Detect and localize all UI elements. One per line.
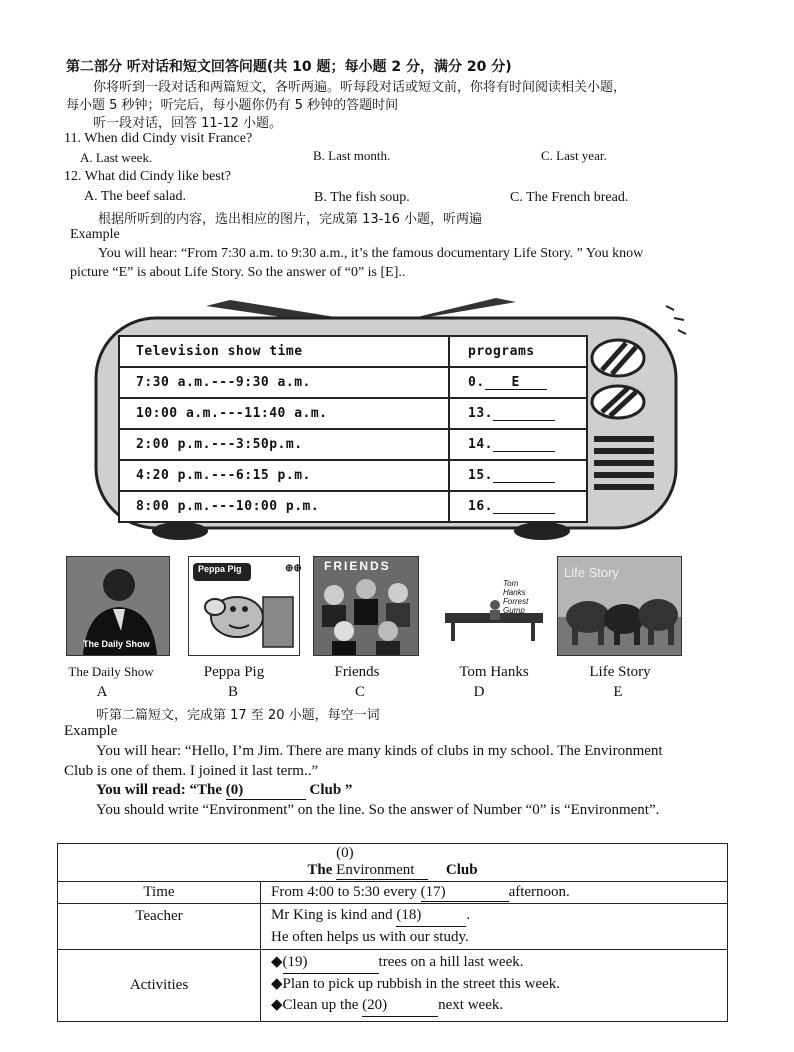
life-story-logo: Life Story <box>564 565 619 580</box>
caption-d: Tom Hanks <box>459 664 529 680</box>
part1-instruction: 听一段对话，回答 11-12 小题。 <box>93 116 283 131</box>
intro-line-2: 每小题 5 秒钟；听完后，每小题你仍有 5 秒钟的答题时间 <box>66 98 399 113</box>
picture-d-tom-hanks[interactable] <box>444 556 544 656</box>
example-label: Example <box>70 227 120 242</box>
svg-text:⊕⊕: ⊕⊕ <box>285 563 302 574</box>
section-title: 第二部分 听对话和短文回答问题(共 10 题；每小题 2 分，满分 20 分) <box>66 59 512 75</box>
caption-c: Friends <box>334 664 380 680</box>
q11-option-a[interactable]: A. Last week. <box>80 150 153 165</box>
tv-time: 2:00 p.m.---3:50p.m. <box>119 429 449 460</box>
blank-17[interactable]: (17) <box>421 884 509 902</box>
q12-option-a[interactable]: A. The beef salad. <box>84 189 186 204</box>
part3-read-line <box>96 782 352 800</box>
teacher-pre: Mr King is kind and <box>271 907 393 923</box>
act3-post: next week. <box>438 997 504 1013</box>
picture-e-life-story[interactable] <box>557 556 682 656</box>
question-11: 11. When did Cindy visit France? <box>64 131 253 146</box>
friends-logo: FRIENDS <box>324 559 391 573</box>
read-blank: (0) <box>226 782 306 800</box>
teacher-line-2: He often helps us with our study. <box>271 929 469 945</box>
tv-time: 10:00 a.m.---11:40 a.m. <box>119 398 449 429</box>
tv-answer-blank[interactable] <box>493 437 555 452</box>
tv-num: 14. <box>468 437 493 452</box>
caption-a: The Daily Show <box>68 664 154 679</box>
q11-option-b[interactable]: B. Last month. <box>313 148 391 163</box>
time-pre: From 4:00 to 5:30 every <box>271 883 417 900</box>
tv-row <box>119 398 587 429</box>
tv-time: 7:30 a.m.---9:30 a.m. <box>119 367 449 398</box>
blank-20[interactable]: (20) <box>362 995 438 1017</box>
tv-illustration <box>88 288 698 553</box>
part3-line-4: You should write “Environment” on the line. So the answer of Number “0” is “Environment”. <box>96 802 660 818</box>
picture-b-peppa-pig[interactable] <box>188 556 300 656</box>
tv-num: 15. <box>468 468 493 483</box>
q12-option-c[interactable]: C. The French bread. <box>510 190 629 205</box>
club-title-the: The <box>307 862 333 878</box>
bullet-icon: ◆ <box>271 976 283 992</box>
part3-line-2: Club is one of them. I joined it last term..” <box>64 763 319 779</box>
q12-option-b[interactable]: B. The fish soup. <box>314 190 410 205</box>
environment-club-table <box>57 843 728 1022</box>
tv-answer-blank[interactable] <box>493 468 555 483</box>
part3-line-1: You will hear: “Hello, I’m Jim. There are many kinds of clubs in my school. The Environment <box>96 743 663 759</box>
tv-row <box>119 491 587 522</box>
daily-show-logo: The Daily Show <box>83 639 150 649</box>
letter-a: A <box>96 684 108 700</box>
tv-num: 0. <box>468 375 485 390</box>
tv-num: 13. <box>468 406 493 421</box>
tv-time: 8:00 p.m.---10:00 p.m. <box>119 491 449 522</box>
part3-example-label: Example <box>64 723 118 739</box>
letter-e: E <box>613 684 623 700</box>
letter-d: D <box>473 684 485 700</box>
caption-e: Life Story <box>589 664 651 680</box>
example-line-2: picture “E” is about Life Story. So the answer of “0” is [E].. <box>70 265 406 280</box>
example-line-1: You will hear: “From 7:30 a.m. to 9:30 a.m., it’s the famous documentary Life Story. ” You know <box>98 246 644 261</box>
peppa-logo: Peppa Pig <box>198 564 242 574</box>
tv-answer-blank[interactable] <box>493 499 555 514</box>
caption-b: Peppa Pig <box>203 664 265 680</box>
blank-19[interactable]: (19) <box>283 952 379 974</box>
time-label: Time <box>58 882 261 904</box>
read-suffix: Club ” <box>309 782 353 798</box>
tv-answer-blank[interactable]: E <box>485 375 547 390</box>
tv-num: 16. <box>468 499 493 514</box>
act1-post: trees on a hill last week. <box>378 954 524 970</box>
club-title-club: Club <box>445 862 478 878</box>
picture-a-daily-show[interactable] <box>66 556 170 656</box>
read-prefix: You will read: “The <box>96 782 222 798</box>
intro-line-1: 你将听到一段对话和两篇短文，各听两遍。听每段对话或短文前，你将有时间阅读相关小题， <box>93 80 627 95</box>
club-table-title <box>58 844 728 882</box>
question-12: 12. What did Cindy like best? <box>64 169 231 184</box>
forrest-gump-title: Tom Hanks Forrest Gump <box>503 579 529 615</box>
teacher-value <box>261 904 728 950</box>
teacher-label: Teacher <box>58 904 261 950</box>
time-value <box>261 882 728 904</box>
act2: Plan to pick up rubbish in the street this week. <box>282 976 561 992</box>
tv-row <box>119 460 587 491</box>
letter-c: C <box>354 684 365 700</box>
bullet-icon: ◆ <box>271 997 283 1013</box>
part2-instruction: 根据所听到的内容，选出相应的图片，完成第 13-16 小题，听两遍 <box>98 212 483 227</box>
bullet-icon: ◆ <box>271 954 283 970</box>
tv-header-programs: programs <box>449 336 587 367</box>
q11-option-c[interactable]: C. Last year. <box>541 148 607 163</box>
tv-time: 4:20 p.m.---6:15 p.m. <box>119 460 449 491</box>
teacher-post: . <box>466 907 471 923</box>
tv-row <box>119 429 587 460</box>
blank-18[interactable]: (18) <box>396 905 466 927</box>
tv-answer-blank[interactable] <box>493 406 555 421</box>
letter-b: B <box>227 684 238 700</box>
activities-label: Activities <box>58 950 261 1022</box>
activities-value <box>261 950 728 1022</box>
part3-instruction: 听第二篇短文，完成第 17 至 20 小题，每空一词 <box>96 708 380 723</box>
tv-header-time: Television show time <box>119 336 449 367</box>
tv-schedule-table <box>118 335 588 523</box>
act3-pre: Clean up the <box>282 997 359 1013</box>
tv-row <box>119 367 587 398</box>
club-title-blank: (0) Environment <box>336 845 428 880</box>
picture-c-friends[interactable] <box>313 556 419 656</box>
time-post: afternoon. <box>508 883 570 900</box>
